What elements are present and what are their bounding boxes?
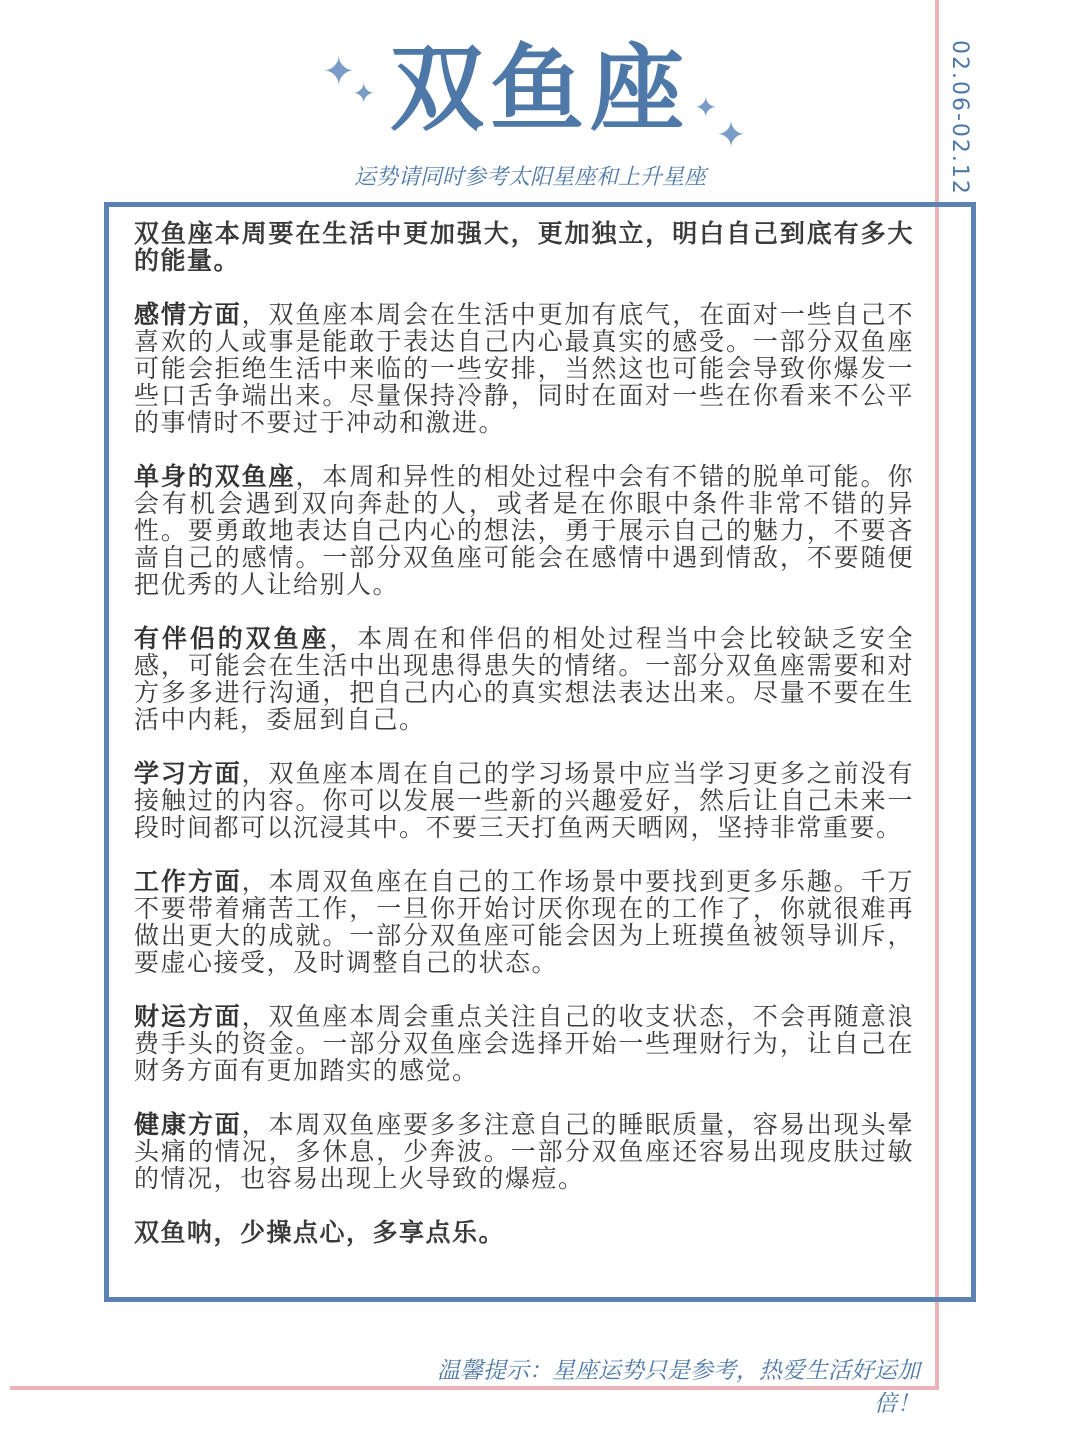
date-range: 02.06-02.12 (947, 40, 972, 196)
section-text: ，本周在和伴侣的相处过程当中会比较缺乏安全感，可能会在生活中出现患得患失的情绪。一部分双鱼座需要和对方多多进行沟通，把自己内心的真实想法表达出来。尽量不要在生活中内耗，委屈到自己。 (134, 624, 914, 734)
section-text: ，本周双鱼座要多多注意自己的睡眠质量，容易出现头晕头痛的情况，多休息，少奔波。一部分双鱼座还容易出现皮肤过敏的情况，也容易出现上火导致的爆痘。 (134, 1110, 914, 1193)
section-work (134, 868, 914, 976)
sparkle-icon: ✦ (352, 77, 376, 110)
section-text: ，本周和异性的相处过程中会有不错的脱单可能。你会有机会遇到双向奔赴的人，或者是在你眼中条件非常不错的异性。要勇敢地表达自己内心的想法，勇于展示自己的魅力，不要吝啬自己的感情。一部分双鱼座可能会在感情中遇到情敌，不要随便把优秀的人让给别人。 (134, 462, 914, 599)
section-heading: 学习方面 (134, 759, 242, 788)
sparkle-icon: ✦ (694, 91, 718, 124)
section-text: ，双鱼座本周会在生活中更加有底气，在面对一些自己不喜欢的人或事是能敢于表达自己内心最真实的感受。一部分双鱼座可能会拒绝生活中来临的一些安排，当然这也可能会导致你爆发一些口舌争端出来。尽量保持冷静，同时在面对一些在你看来不公平的事情时不要过于冲动和激进。 (134, 300, 914, 437)
section-heading: 财运方面 (134, 1002, 242, 1031)
section-text: ，本周双鱼座在自己的工作场景中要找到更多乐趣。千万不要带着痛苦工作，一旦你开始讨厌你现在的工作了，你就很难再做出更大的成就。一部分双鱼座可能会因为上班摸鱼被领导训斥，要虚心接受，及时调整自己的状态。 (134, 867, 914, 977)
section-heading: 感情方面 (134, 300, 242, 329)
section-heading: 有伴侣的双鱼座 (134, 624, 330, 653)
section-heading: 健康方面 (134, 1110, 242, 1139)
page-subtitle: 运势请同时参考太阳星座和上升星座 (353, 165, 706, 190)
horoscope-content (134, 220, 914, 1273)
section-text: ，双鱼座本周在自己的学习场景中应当学习更多之前没有接触过的内容。你可以发展一些新的兴趣爱好，然后让自己未来一段时间都可以沉浸其中。不要三天打鱼两天晒网，坚持非常重要。 (134, 759, 914, 842)
section-love (134, 301, 914, 436)
section-study (134, 760, 914, 841)
closing-line: 双鱼呐，少操点心，多享点乐。 (134, 1218, 506, 1247)
section-text: ，双鱼座本周会重点关注自己的收支状态，不会再随意浪费手头的资金。一部分双鱼座会选择开始一些理财行为，让自己在财务方面有更加踏实的感觉。 (134, 1002, 914, 1085)
intro-paragraph: 双鱼座本周要在生活中更加强大，更加独立，明白自己到底有多大的能量。 (134, 219, 914, 275)
section-health (134, 1111, 914, 1192)
section-heading: 工作方面 (134, 867, 242, 896)
section-heading: 单身的双鱼座 (134, 462, 296, 491)
section-partnered (134, 625, 914, 733)
sparkle-icon: ✦ (322, 49, 356, 95)
sparkle-icon: ✦ (716, 115, 747, 156)
page-title: 双鱼座 (389, 35, 690, 144)
footer-tip: 温馨提示：星座运势只是参考，热爱生活好运加倍！ (437, 1358, 920, 1417)
section-single (134, 463, 914, 598)
section-wealth (134, 1003, 914, 1084)
